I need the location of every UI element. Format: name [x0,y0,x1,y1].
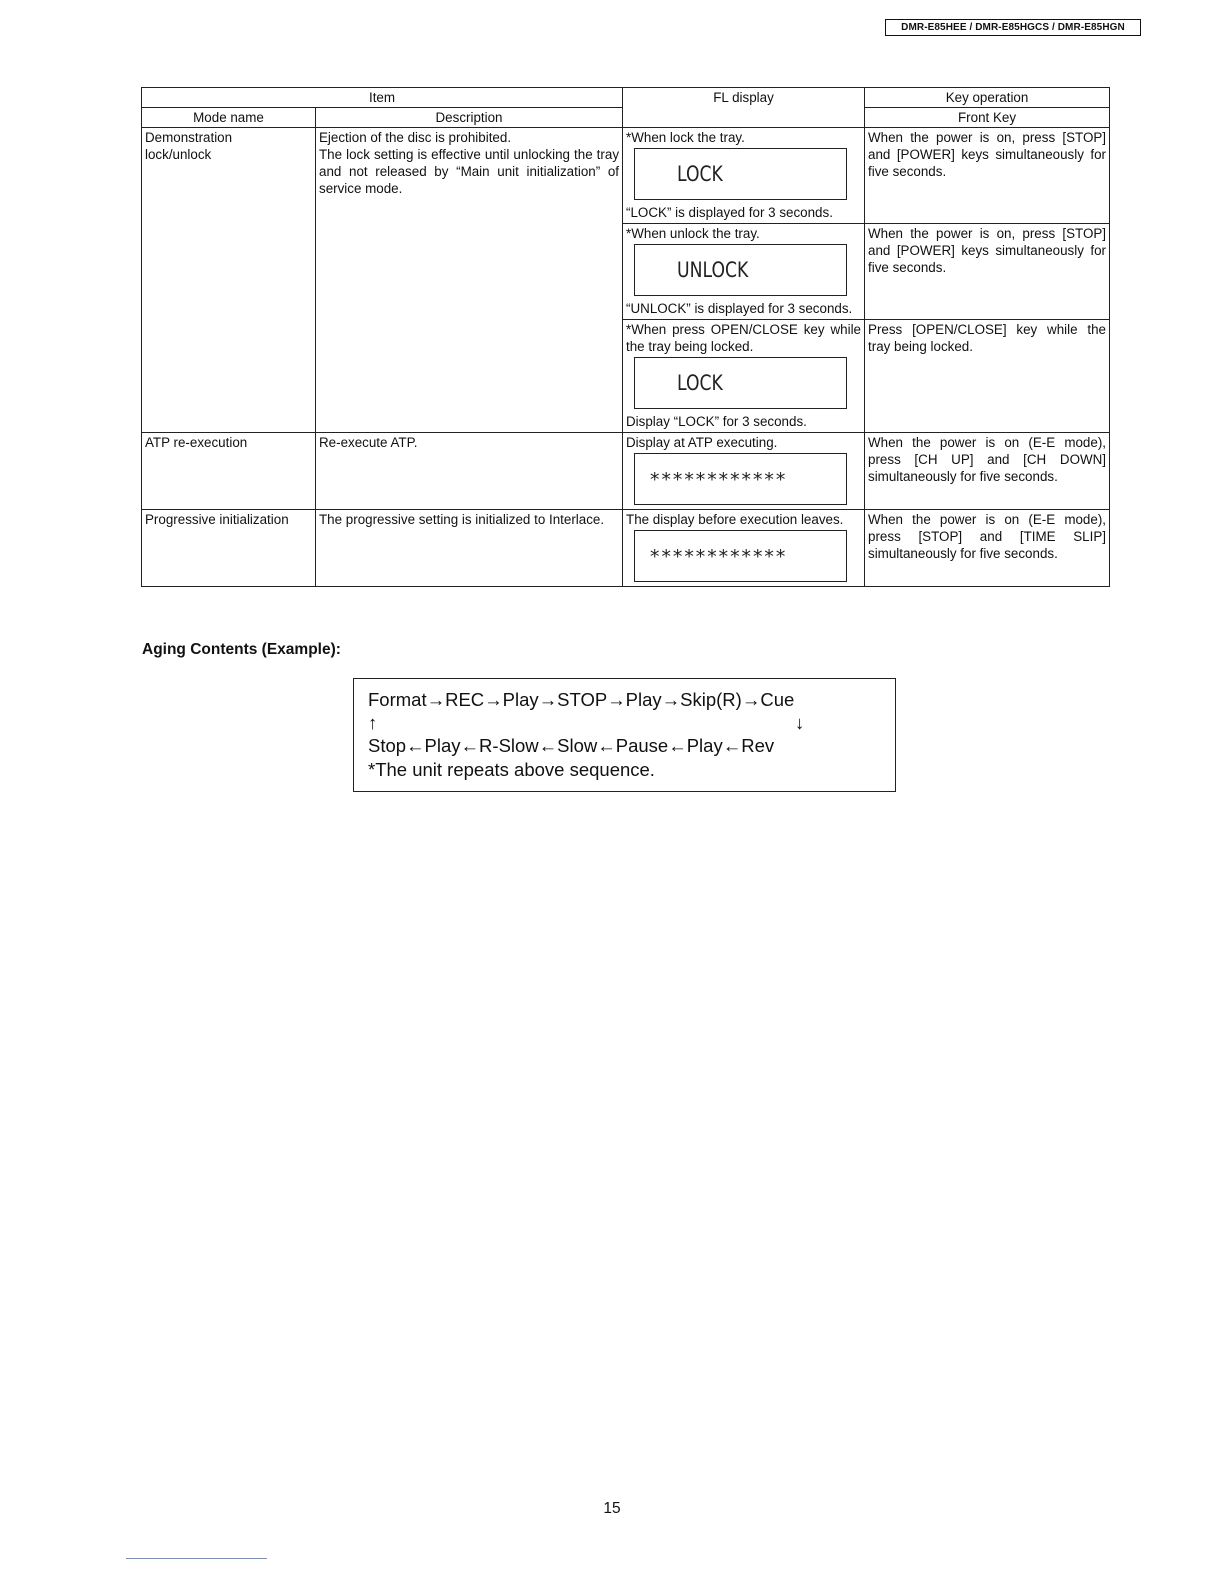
table-header-row [142,88,1110,108]
fl-display-text: ************ [649,469,787,491]
aging-contents-title: Aging Contents (Example): [142,641,341,658]
fl-caption: Display at ATP executing. [626,435,778,450]
fl-display-text: LOCK [677,371,723,395]
fl-display-cell [623,510,865,587]
description-header: Description [316,108,623,128]
fl-caption: *When lock the tray. [626,130,745,145]
fl-caption: *When unlock the tray. [626,226,760,241]
aging-sequence-return: Stop←Play←R-Slow←Slow←Pause←Play←Rev [368,735,775,757]
fl-display-cell [623,224,865,320]
service-mode-table [141,87,1110,587]
mode-name-cell: ATP re-execution [142,433,316,510]
key-operation-cell: Press [OPEN/CLOSE] key while the tray being locked. [865,320,1110,433]
fl-display-text: UNLOCK [677,258,749,282]
aging-arrows-row [368,711,881,734]
mode-name-header: Mode name [142,108,316,128]
fl-display-box [634,530,847,582]
front-key-header: Front Key [865,108,1110,128]
model-number-tag: DMR-E85HEE / DMR-E85HGCS / DMR-E85HGN [885,19,1141,36]
fl-display-box [634,453,847,505]
footer-divider [126,1558,267,1559]
mode-name-cell: Demonstration lock/unlock [142,128,316,433]
key-operation-header: Key operation [865,88,1110,108]
fl-display-box [634,148,847,200]
table-row [142,510,1110,587]
fl-display-text: ************ [649,546,787,568]
fl-caption: *When press OPEN/CLOSE key while the tray being locked. [626,322,862,354]
aging-note: *The unit repeats above sequence. [368,758,655,780]
down-arrow-icon: ↓ [795,712,805,734]
page-number: 15 [603,1500,621,1517]
fl-display-header: FL display [623,88,865,128]
fl-display-cell [623,128,865,224]
aging-sequence-box [353,678,896,792]
description-cell: Re-execute ATP. [316,433,623,510]
description-cell: Ejection of the disc is prohibited. The lock setting is effective until unlocking the tray and not released by “Main unit initialization” of service mode. [316,128,623,433]
fl-display-box [634,357,847,409]
fl-note: “LOCK” is displayed for 3 seconds. [626,205,833,220]
key-operation-cell: When the power is on, press [STOP] and [POWER] keys simultaneously for five seconds. [865,224,1110,320]
item-header: Item [142,88,623,108]
aging-sequence-forward: Format→REC→Play→STOP→Play→Skip(R)→Cue [368,689,795,710]
fl-display-cell [623,433,865,510]
fl-note: Display “LOCK” for 3 seconds. [626,414,807,429]
description-cell: The progressive setting is initialized to Interlace. [316,510,623,587]
key-operation-cell: When the power is on, press [STOP] and [POWER] keys simultaneously for five seconds. [865,128,1110,224]
up-arrow-icon: ↑ [368,712,378,734]
key-operation-cell: When the power is on (E-E mode), press [CH UP] and [CH DOWN] simultaneously for five seconds. [865,433,1110,510]
fl-note: “UNLOCK” is displayed for 3 seconds. [626,301,853,316]
table-row [142,433,1110,510]
fl-display-box [634,244,847,296]
table-row [142,128,1110,224]
mode-name-cell: Progressive initialization [142,510,316,587]
fl-display-text: LOCK [677,162,723,186]
fl-caption: The display before execution leaves. [626,512,844,527]
key-operation-cell: When the power is on (E-E mode), press [STOP] and [TIME SLIP] simultaneously for five seconds. [865,510,1110,587]
fl-display-cell [623,320,865,433]
